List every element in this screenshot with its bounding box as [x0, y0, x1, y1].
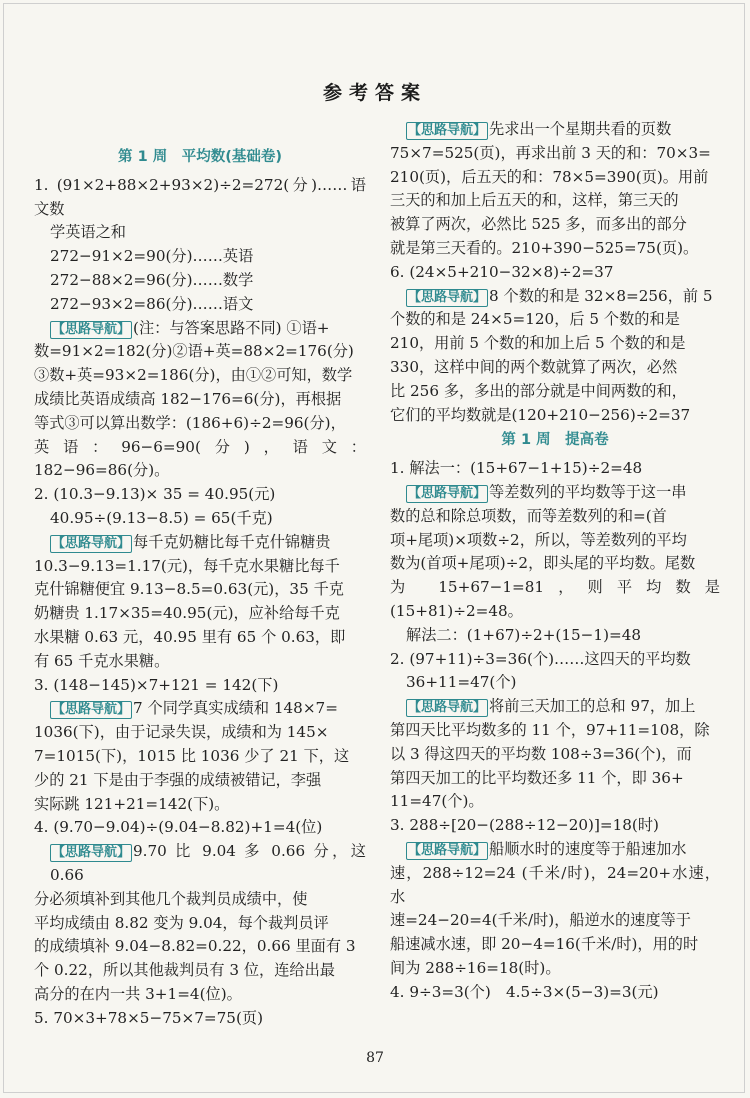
- answer-line: 英语：96−6=90(分)，语文：182−96=86(分)。: [34, 437, 366, 480]
- answer-line: 330，这样中间的两个数就算了两次，必然: [390, 357, 678, 376]
- answer-line: 数的总和除总项数，而等差数列的和=(首: [390, 506, 667, 525]
- section-heading-advanced: 第 1 周 提高卷: [501, 432, 609, 449]
- hint-paragraph: [34, 840, 366, 888]
- answer-line: 被算了两次，必然比 525 多，而多出的部分: [390, 215, 687, 234]
- answer-line: 间为 288÷16=18(时)。: [390, 958, 561, 977]
- answer-line: 5. 70×3+78×5−75×7=75(页): [34, 1008, 263, 1027]
- answer-line: 272−88×2=96(分)……数学: [50, 270, 254, 289]
- hint-paragraph: [34, 531, 366, 555]
- hint-tag: 【思路导航】: [408, 485, 487, 501]
- answer-line: 它们的平均数就是(120+210−256)÷2=37: [390, 405, 691, 424]
- answer-line: 9.70 比 9.04 多 0.66 分，这 0.66: [50, 842, 366, 884]
- answer-line: 2. (10.3−9.13)× 35 = 40.95(元): [34, 485, 276, 504]
- hint-tag: 【思路导航】: [408, 842, 487, 858]
- answer-line: 比 256 多，多出的部分就是中间两数的和，: [390, 381, 687, 400]
- answer-line: 速，288÷12=24 (千米/时)，24=20+水速，水: [390, 863, 720, 906]
- answer-line: 1. 解法一：(15+67−1+15)÷2=48: [390, 459, 643, 478]
- answer-line: (注：与答案思路不同) ①语+: [133, 318, 330, 337]
- hint-tag: 【思路导航】: [408, 289, 487, 305]
- hint-tag: 【思路导航】: [52, 321, 131, 337]
- answer-line: 每千克奶糖比每千克什锦糖贵: [133, 532, 331, 551]
- answer-line: 数=91×2=182(分)②语+英=88×2=176(分): [34, 342, 354, 361]
- answer-line: 40.95÷(9.13−8.5) = 65(千克): [50, 508, 273, 527]
- answer-line: 第四天加工的比平均数还多 11 个，即 36+: [390, 768, 684, 787]
- answer-line: 1. (91×2+88×2+93×2)÷2=272(分)……语文数: [34, 175, 366, 218]
- hint-tag: 【思路导航】: [52, 702, 131, 718]
- answer-line: 解法二：(1+67)÷2+(15−1)=48: [406, 625, 642, 644]
- answer-line: 以 3 得这四天的平均数 108÷3=36(个)，而: [390, 744, 692, 763]
- answer-line: 4. 9÷3=3(个) 4.5÷3×(5−3)=3(元): [390, 982, 659, 1001]
- answer-line: 4. (9.70−9.04)÷(9.04−8.82)+1=4(位): [34, 818, 323, 837]
- answer-line: 个 0.22，所以其他裁判员有 3 位，连给出最: [34, 961, 335, 980]
- answer-line: 分必须填补到其他几个裁判员成绩中，使: [34, 889, 308, 908]
- answer-line: ③数+英=93×2=186(分)，由①②可知，数学: [34, 366, 353, 385]
- page-title: 参考答案: [322, 82, 427, 104]
- hint-tag: 【思路导航】: [408, 123, 487, 138]
- answer-line: 7 个同学真实成绩和 148×7=: [133, 699, 338, 718]
- hint-paragraph: [34, 697, 366, 721]
- answer-line: 2. (97+11)÷3=36(个)……这四天的平均数: [390, 649, 691, 668]
- answer-line: 先求出一个星期共看的页数: [489, 120, 672, 138]
- hint-tag: 【思路导航】: [52, 535, 131, 551]
- hint-paragraph: [390, 481, 720, 505]
- answer-line: 10.3−9.13=1.17(元)，每千克水果糖比每千: [34, 556, 340, 575]
- answer-line: 7=1015(下)，1015 比 1036 少了 21 下，这: [34, 746, 350, 765]
- answer-line: 272−91×2=90(分)……英语: [50, 247, 254, 266]
- answer-line: 个数的和是 24×5=120，后 5 个数的和是: [390, 310, 680, 329]
- answer-line: 三天的和加上后五天的和，这样，第三天的: [390, 191, 679, 210]
- page-number: 87: [366, 1050, 384, 1066]
- answer-line: 272−93×2=86(分)……语文: [50, 294, 254, 313]
- answer-line: 1036(下)，由于记录失误，成绩和为 145×: [34, 723, 329, 742]
- answer-line: 210，用前 5 个数的和加上后 5 个数的和是: [390, 334, 686, 353]
- answer-line: 船顺水时的速度等于船速加水: [489, 839, 687, 858]
- answer-line: 少的 21 下是由于李强的成绩被错记，李强: [34, 770, 322, 789]
- answer-line: 将前三天加工的总和 97，加上: [489, 697, 696, 716]
- hint-paragraph: [34, 317, 366, 341]
- answer-line: 第四天比平均数多的 11 个，97+11=108，除: [390, 720, 710, 739]
- left-column: [34, 144, 366, 1030]
- right-column: [390, 118, 720, 1004]
- answer-line: 速=24−20=4(千米/时)，船逆水的速度等于: [390, 911, 691, 930]
- hint-paragraph: [390, 838, 720, 862]
- answer-line: 3. 288÷[20−(288÷12−20)]=18(时): [390, 816, 659, 835]
- answer-line: 有 65 千克水果糖。: [34, 651, 170, 670]
- answer-line: 成绩比英语成绩高 182−176=6(分)，再根据: [34, 389, 342, 408]
- answer-line: 学英语之和: [50, 223, 126, 242]
- answer-line: 等式③可以算出数学：(186+6)÷2=96(分)，: [34, 413, 346, 432]
- answer-line: 克什锦糖便宜 9.13−8.5=0.63(元)，35 千克: [34, 580, 344, 599]
- answer-line: 平均成绩由 8.82 变为 9.04，每个裁判员评: [34, 913, 329, 932]
- answer-line: 6. (24×5+210−32×8)÷2=37: [390, 262, 614, 281]
- answer-line: 11=47(个)。: [390, 792, 484, 811]
- answer-line: 36+11=47(个): [406, 673, 517, 692]
- answer-line: 高分的在内一共 3+1=4(位)。: [34, 984, 242, 1003]
- answer-line: 项+尾项)×项数÷2，所以，等差数列的平均: [390, 530, 687, 549]
- answer-line: 水果糖 0.63 元，40.95 里有 65 个 0.63，即: [34, 627, 346, 646]
- answer-line: 就是第三天看的。210+390−525=75(页)。: [390, 238, 699, 257]
- answer-line: 3. (148−145)×7+121 = 142(下): [34, 675, 279, 694]
- hint-paragraph: [390, 695, 720, 719]
- answer-line: 210(页)，后五天的和：78×5=390(页)。用前: [390, 167, 709, 186]
- answer-line: 75×7=525(页)，再求出前 3 天的和：70×3=: [390, 143, 711, 162]
- hint-tag: 【思路导航】: [408, 700, 487, 716]
- answer-line: 实际跳 121+21=142(下)。: [34, 794, 230, 813]
- answer-line: 8 个数的和是 32×8=256，前 5: [489, 286, 713, 305]
- answer-line: 为 15+67−1=81，则平均数是(15+81)÷2=48。: [390, 578, 720, 620]
- hint-paragraph: [390, 118, 720, 142]
- answer-line: 等差数列的平均数等于这一串: [489, 482, 687, 501]
- hint-paragraph: [390, 285, 720, 309]
- answer-line: 数为(首项+尾项)÷2，即头尾的平均数。尾数: [390, 554, 696, 573]
- answer-line: 的成绩填补 9.04−8.82=0.22，0.66 里面有 3: [34, 937, 356, 956]
- answer-line: 船速减水速，即 20−4=16(千米/时)，用的时: [390, 935, 699, 954]
- section-heading-basic: 第 1 周 平均数(基础卷): [118, 149, 282, 165]
- answer-line: 奶糖贵 1.17×35=40.95(元)，应补给每千克: [34, 604, 340, 623]
- hint-tag: 【思路导航】: [52, 845, 131, 861]
